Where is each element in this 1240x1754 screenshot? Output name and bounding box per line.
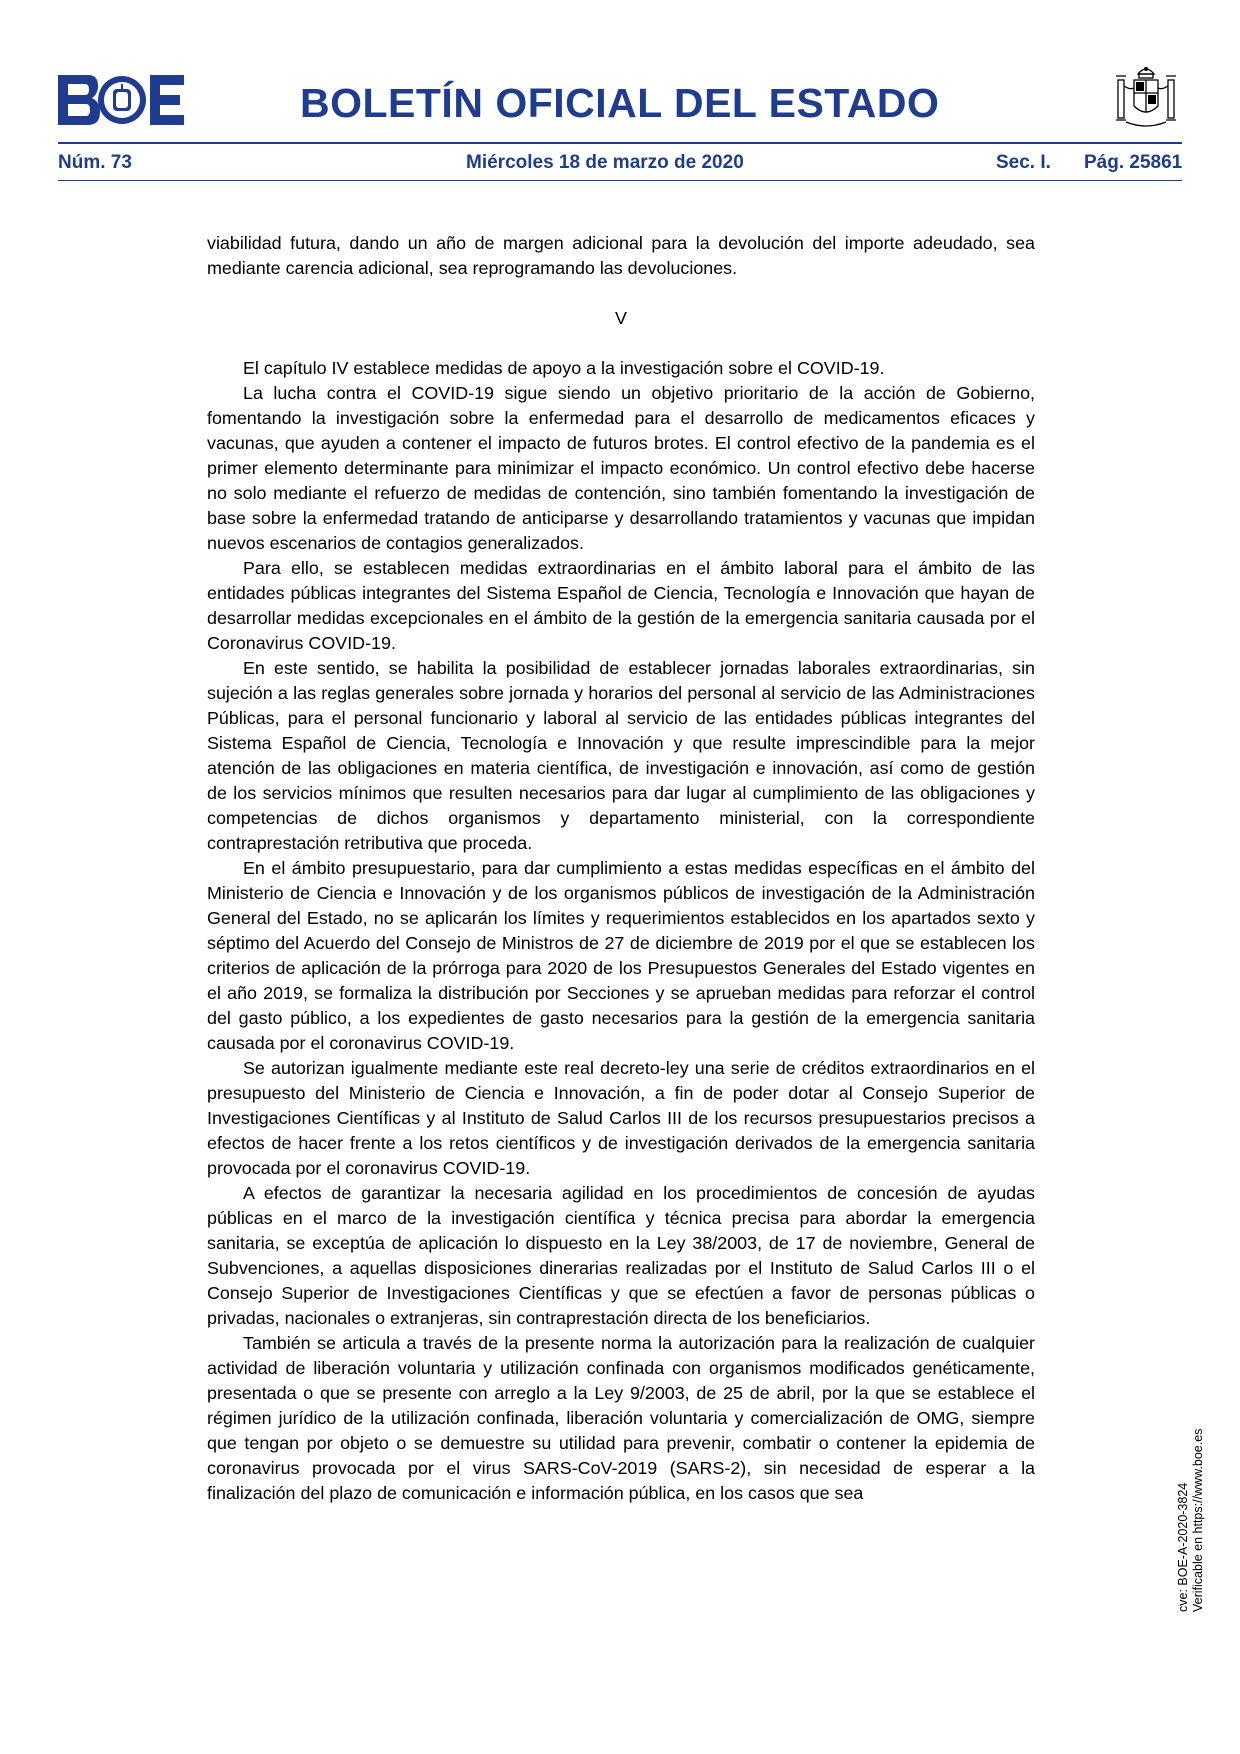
header-rule	[58, 142, 1182, 144]
bulletin-page: Pág. 25861	[1084, 152, 1183, 173]
paragraph: El capítulo IV establece medidas de apoyo a la investigación sobre el COVID-19.	[243, 358, 885, 378]
paragraph: A efectos de garantizar la necesaria agilidad en los procedimientos de concesión de ayudas públicas en el marco de la investigación científica y técnica precisa para abordar la emergencia sanitaria, se exceptúa de aplicación lo dispuesto en la Ley 38/2003, de 17 de noviembre, General de Subvenciones, a aquellas disposiciones dinerarias realizadas por el Instituto de Salud Carlos III o el Consejo Superior de Investigaciones Científicas y que se efectúen a favor de personas públicas o privadas, nacionales o extranjeras, sin contraprestación directa de los beneficiarios.	[207, 1183, 1035, 1328]
bulletin-section: Sec. I.	[996, 152, 1051, 173]
document-body	[207, 231, 1035, 1506]
header-rule-bottom	[58, 180, 1182, 181]
cve-code: cve: BOE-A-2020-3824	[1176, 1482, 1190, 1612]
paragraph: También se articula a través de la presente norma la autorización para la realización de cualquier actividad de liberación voluntaria y utilización confinada con organismos modificados genéticamente, presentada o que se presente con arreglo a la Ley 9/2003, de 25 de abril, por la que se establece el régimen jurídico de la utilización confinada, liberación voluntaria y comercialización de OMG, siempre que tengan por objeto o se demuestre su utilidad para prevenir, combatir o contener la epidemia de coronavirus provocada por el virus SARS-CoV-2019 (SARS-2), sin necesidad de esperar a la finalización del plazo de comunicación e información pública, en los casos que sea	[207, 1333, 1035, 1503]
paragraph: Para ello, se establecen medidas extraordinarias en el ámbito laboral para el ámbito de las entidades públicas integrantes del Sistema Español de Ciencia, Tecnología e Innovación que hayan de desarrollar medidas excepcionales en el ámbito de la gestión de la emergencia sanitaria causada por el Coronavirus COVID-19.	[207, 558, 1035, 653]
boe-logo	[58, 75, 184, 125]
paragraph: En este sentido, se habilita la posibilidad de establecer jornadas laborales extraordinarias, sin sujeción a las reglas generales sobre jornada y horarios del personal al servicio de las Administraciones Públicas, para el personal funcionario y laboral al servicio de las entidades públicas integrantes del Sistema Español de Ciencia, Tecnología e Innovación y que resulte imprescindible para la mejor atención de las obligaciones en materia científica, de investigación e innovación, así como de gestión de los servicios mínimos que resulten necesarios para dar lugar al cumplimiento de las obligaciones y competencias de dichos organismos y departamento ministerial, con la correspondiente contraprestación retributiva que proceda.	[207, 658, 1035, 853]
bulletin-date: Miércoles 18 de marzo de 2020	[466, 152, 744, 173]
verification-note	[1176, 1429, 1206, 1612]
paragraph: En el ámbito presupuestario, para dar cumplimiento a estas medidas específicas en el ámbito del Ministerio de Ciencia e Innovación y de los organismos públicos de investigación de la Administración General del Estado, no se aplicarán los límites y requerimientos establecidos en los apartados sexto y séptimo del Acuerdo del Consejo de Ministros de 27 de diciembre de 2019 por el que se establecen los criterios de aplicación de la prórroga para 2020 de los Presupuestos Generales del Estado vigentes en el año 2019, se formaliza la distribución por Secciones y se aprueban medidas para reforzar el control del gasto público, a los expedientes de gasto necesarios para la gestión de la emergencia sanitaria causada por el coronavirus COVID-19.	[207, 858, 1035, 1053]
bulletin-number: Núm. 73	[58, 152, 132, 173]
verification-link[interactable]: Verificable en https://www.boe.es	[1191, 1428, 1205, 1612]
masthead-title: BOLETÍN OFICIAL DEL ESTADO	[300, 80, 940, 126]
section-heading: V	[615, 308, 627, 328]
paragraph: Se autorizan igualmente mediante este real decreto-ley una serie de créditos extraordinarios en el presupuesto del Ministerio de Ciencia e Innovación, a fin de poder dotar al Consejo Superior de Investigaciones Científicas y al Instituto de Salud Carlos III de los recursos presupuestarios precisos a efectos de hacer frente a los retos científicos y de investigación derivados de la emergencia sanitaria provocada por el coronavirus COVID-19.	[207, 1058, 1035, 1178]
coat-of-arms-icon	[1112, 62, 1180, 132]
continued-paragraph: viabilidad futura, dando un año de margen adicional para la devolución del importe adeudado, sea mediante carencia adicional, sea reprogramando las devoluciones.	[207, 233, 1035, 278]
paragraph: La lucha contra el COVID-19 sigue siendo un objetivo prioritario de la acción de Gobierno, fomentando la investigación sobre la enfermedad para el desarrollo de medicamentos eficaces y vacunas, que ayuden a contener el impacto de futuros brotes. El control efectivo de la pandemia es el primer elemento determinante para minimizar el impacto económico. Un control efectivo debe hacerse no solo mediante el refuerzo de medidas de contención, sino también fomentando la investigación de base sobre la enfermedad tratando de anticiparse y desarrollando tratamientos y vacunas que impidan nuevos escenarios de contagios generalizados.	[207, 383, 1035, 553]
